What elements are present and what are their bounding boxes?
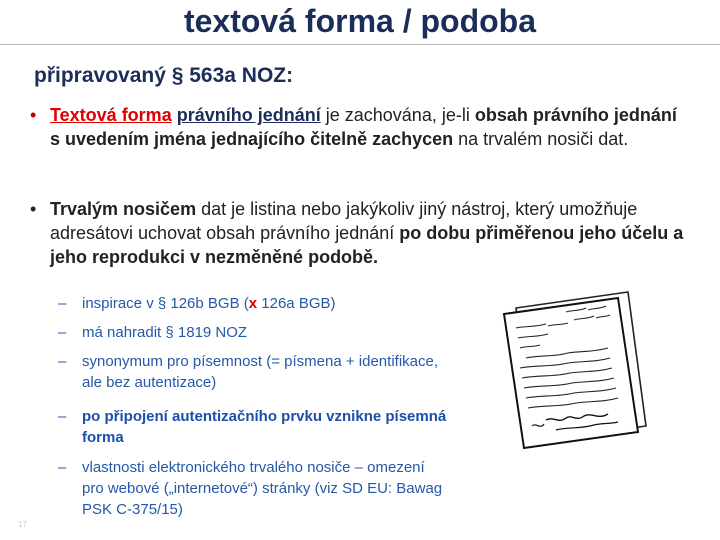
subitem-text: synonymum pro písemnost (= písmena + identifikace, ale bez autentizace) <box>82 353 439 391</box>
text-segment: je zachována, je-li <box>320 105 475 125</box>
bullet-textova-forma <box>30 103 690 151</box>
subitem-text: po připojení autentizačního prvku vznikne písemná forma <box>82 408 447 446</box>
title-divider <box>0 44 720 45</box>
subitem-nahradit <box>58 322 448 343</box>
subitem-vlastnosti <box>58 457 448 520</box>
bullet-text <box>50 103 690 151</box>
bullet-mark: • <box>30 199 37 219</box>
dash-mark: – <box>58 295 67 312</box>
bullet-text <box>50 197 690 269</box>
subitem-autentizace <box>58 406 448 448</box>
term-trvaly-nosic: Trvalým nosičem <box>50 199 197 219</box>
text-emphasis: po dobu přiměřenou jeho účelu a jeho reprodukci v nezměněné podobě. <box>50 223 684 267</box>
dash-mark: – <box>58 459 67 476</box>
bullet-trvaly-nosic <box>30 197 690 269</box>
text-segment: 126a BGB) <box>257 295 336 312</box>
text-segment: na trvalém nosiči dat. <box>453 129 629 149</box>
subitem-text: vlastnosti elektronického trvalého nosiče – omezení pro webové („internetové“) stránky (viz SD EU: Bawag PSK C-375/15) <box>82 459 443 518</box>
bullet-mark: • <box>30 105 37 125</box>
subitem-text: má nahradit § 1819 NOZ <box>82 324 248 341</box>
term-textova-forma: Textová forma <box>50 105 172 125</box>
page-title: textová forma / podoba <box>183 3 537 39</box>
dash-mark: – <box>58 408 67 425</box>
text-emphasis: obsah právního jednání s uvedením jména jednajícího čitelně zachycen <box>50 105 677 149</box>
subitem-synonymum <box>58 351 448 393</box>
text-segment: dat je listina nebo jakýkoliv jiný nástroj, který umožňuje adresátovi uchovat obsah právního jednání <box>50 199 638 243</box>
handwritten-letter-icon <box>496 290 661 455</box>
dash-mark: – <box>58 353 67 370</box>
term-pravni-jednani: právního jednání <box>176 105 321 125</box>
subitem-text <box>82 293 448 314</box>
subitem-inspirace <box>58 293 448 314</box>
text-segment: inspirace v § 126b BGB ( <box>82 295 249 312</box>
page-number: 17 <box>18 520 27 529</box>
x-mark: x <box>248 295 258 312</box>
dash-mark: – <box>58 324 67 341</box>
section-heading: připravovaný § 563a NOZ: <box>34 64 294 87</box>
